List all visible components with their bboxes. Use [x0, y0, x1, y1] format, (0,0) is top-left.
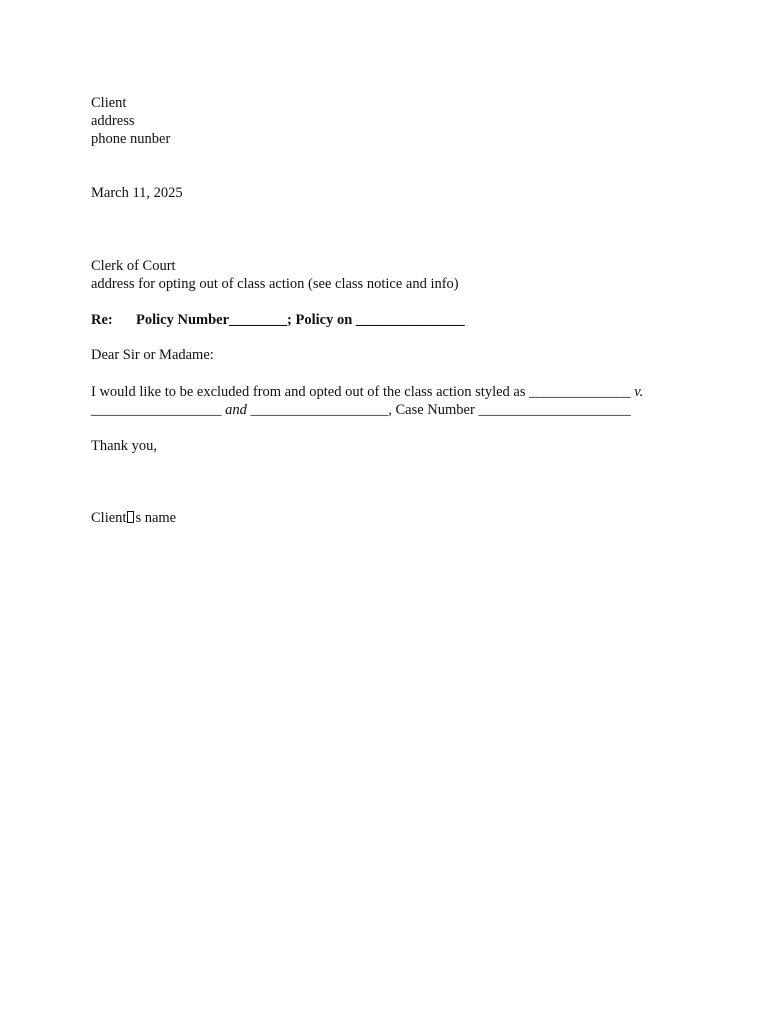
re-line: [91, 311, 465, 329]
body-line-2-and: and: [225, 402, 247, 418]
closing: Thank you,: [91, 438, 158, 454]
sender-name: Client: [91, 95, 127, 111]
salutation: Dear Sir or Madame:: [91, 347, 214, 363]
body-line-2: [91, 401, 643, 419]
signature-line: [91, 509, 176, 527]
recipient-block: [91, 257, 459, 293]
signature-prefix: Client: [91, 510, 127, 526]
body-line-1: [91, 383, 643, 401]
sender-address: address: [91, 113, 135, 129]
body-line-2-start: __________________: [91, 402, 226, 418]
recipient-address: address for opting out of class action (see class notice and info): [91, 276, 459, 292]
re-text: Policy Number________; Policy on _______________: [136, 312, 465, 328]
sender-block: [91, 94, 170, 148]
re-label: Re:: [91, 312, 113, 328]
body-line-2-end: ___________________, Case Number _____________________: [246, 402, 631, 418]
recipient-title: Clerk of Court: [91, 258, 176, 274]
letter-date: March 11, 2025: [91, 185, 183, 201]
sender-phone: phone nunber: [91, 131, 171, 147]
body-paragraph: [91, 383, 643, 419]
signature-suffix: s name: [135, 510, 177, 526]
body-line-1-versus: v.: [634, 384, 644, 400]
body-line-1-text: I would like to be excluded from and opted out of the class action styled as ______________: [91, 384, 635, 400]
missing-glyph-icon: [127, 511, 134, 523]
